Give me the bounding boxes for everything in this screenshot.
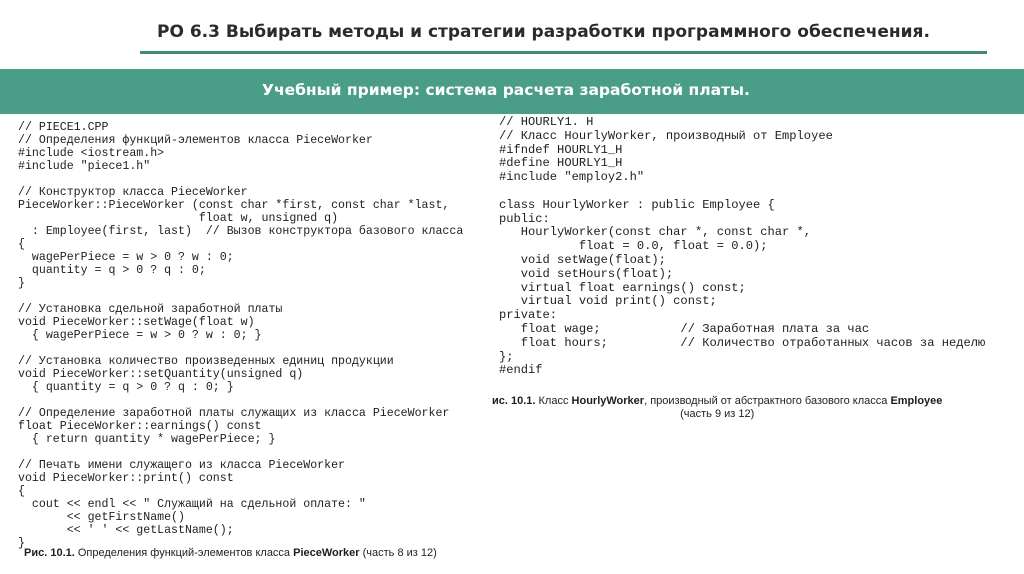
code-listing-hourlyworker: // HOURLY1. H // Класс HourlyWorker, производный от Employee #ifndef HOURLY1_H #define HOURLY1_H #include "employ2.h" class HourlyWorker : public Employee { public: HourlyWorker(const char *, const char *, float = 0.0, float = 0.0); void setWage(float); void setHours(float); virtual float earnings() const; virtual void print() const; private: float wage; // Заработная плата за час float hours; // Количество отработанных часов за неделю }; #endif: [499, 115, 986, 378]
caption-text: Определения функций-элементов класса: [74, 547, 294, 559]
caption-base-name: Employee: [890, 395, 943, 407]
figure-caption-right: [492, 395, 942, 421]
code-listing-pieceworker: // PIECE1.CPP // Определения функций-элементов класса PieceWorker #include <iostream.h> #include "piece1.h" // Конструктор класса PieceWorker PieceWorker::PieceWorker (const char *first, const char *last, float w, unsigned q) : Employee(first, last) // Вызов конструктора базового класса { wagePerPiece = w > 0 ? w : 0; quantity = q > 0 ? q : 0; } // Установка сдельной заработной платы void PieceWorker::setWage(float w) { wagePerPiece = w > 0 ? w : 0; } // Установка количество произведенных единиц продукции void PieceWorker::setQuantity(unsigned q) { quantity = q > 0 ? q : 0; } // Определение заработной платы служащих из класса PieceWorker float PieceWorker::earnings() const { return quantity * wagePerPiece; } // Печать имени служащего из класса PieceWorker void PieceWorker::print() const { cout << endl << " Служащий на сдельной оплате: " << getFirstName() << ' ' << getLastName(); }: [18, 121, 464, 550]
caption-class-name: HourlyWorker: [571, 395, 645, 407]
caption-suffix: (часть 8 из 12): [359, 547, 437, 559]
title-underline: [140, 51, 987, 54]
caption-prefix: ис. 10.1.: [492, 395, 536, 407]
caption-prefix: Рис. 10.1.: [24, 547, 75, 559]
caption-text: Класс: [535, 395, 572, 407]
figure-caption-left: [24, 547, 437, 559]
caption-part: (часть 9 из 12): [680, 408, 755, 420]
caption-text: , производный от абстрактного базового класса: [644, 395, 891, 407]
slide-title: РО 6.3 Выбирать методы и стратегии разработки программного обеспечения.: [157, 22, 930, 42]
section-banner: [0, 69, 1024, 114]
caption-class-name: PieceWorker: [293, 547, 360, 559]
banner-text: Учебный пример: система расчета заработной платы.: [262, 81, 750, 99]
